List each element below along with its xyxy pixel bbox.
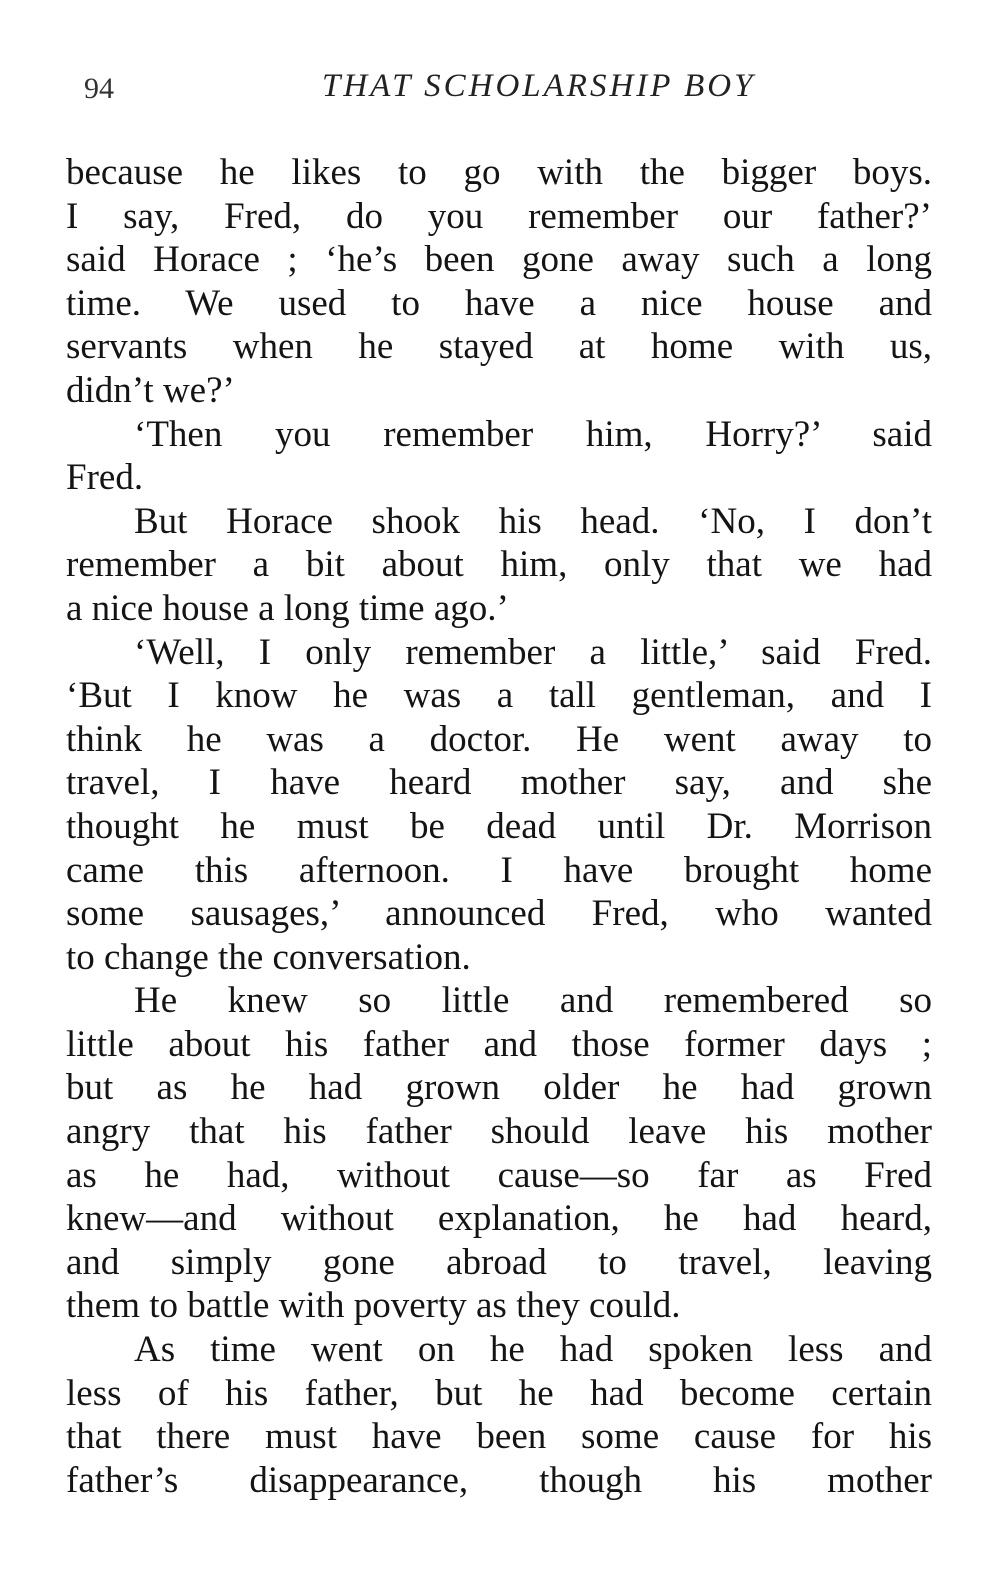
text-line: little about his father and those former days ; (66, 1023, 932, 1065)
text-line: think he was a doctor. He went away to (66, 718, 932, 760)
text-line: that there must have been some cause for his (66, 1416, 932, 1458)
text-line: as he had, without cause—so far as Fred (66, 1154, 932, 1196)
text-line: thought he must be dead until Dr. Morrison (66, 805, 932, 847)
text-line: didn’t we?’ (66, 369, 235, 411)
text-line: Fred. (66, 457, 144, 499)
text-line: but as he had grown older he had grown (66, 1067, 932, 1109)
text-line: servants when he stayed at home with us, (66, 326, 932, 368)
text-line: As time went on he had spoken less and (134, 1329, 932, 1371)
text-line: He knew so little and remembered so (134, 980, 932, 1022)
text-line: ‘Well, I only remember a little,’ said Fred. (134, 631, 932, 673)
text-line: them to battle with poverty as they could. (66, 1285, 681, 1327)
text-line: knew—and without explanation, he had heard, (66, 1198, 932, 1240)
text-line: came this afternoon. I have brought home (66, 849, 932, 891)
text-line: less of his father, but he had become certain (66, 1372, 932, 1414)
text-line: a nice house a long time ago.’ (66, 587, 509, 629)
running-title: THAT SCHOLARSHIP BOY (322, 68, 756, 104)
text-line: I say, Fred, do you remember our father?’ (66, 195, 932, 237)
page-number: 94 (84, 72, 114, 105)
body-text (66, 151, 932, 1502)
text-line: ‘But I know he was a tall gentleman, and I (66, 675, 932, 717)
text-line: But Horace shook his head. ‘No, I don’t (134, 500, 932, 542)
text-line: and simply gone abroad to travel, leaving (66, 1241, 932, 1283)
text-line: said Horace ; ‘he’s been gone away such a long (66, 239, 932, 281)
text-line: time. We used to have a nice house and (66, 282, 932, 324)
text-line: angry that his father should leave his mother (66, 1111, 932, 1153)
text-line: because he likes to go with the bigger boys. (66, 152, 932, 193)
text-line: some sausages,’ announced Fred, who wanted (66, 893, 932, 935)
text-line: ‘Then you remember him, Horry?’ said (134, 413, 932, 455)
text-line: travel, I have heard mother say, and she (66, 762, 932, 804)
page-header (66, 62, 932, 112)
text-line: to change the conversation. (66, 936, 471, 978)
text-line: father’s disappearance, though his mother (66, 1459, 932, 1501)
text-line: remember a bit about him, only that we had (66, 544, 932, 586)
